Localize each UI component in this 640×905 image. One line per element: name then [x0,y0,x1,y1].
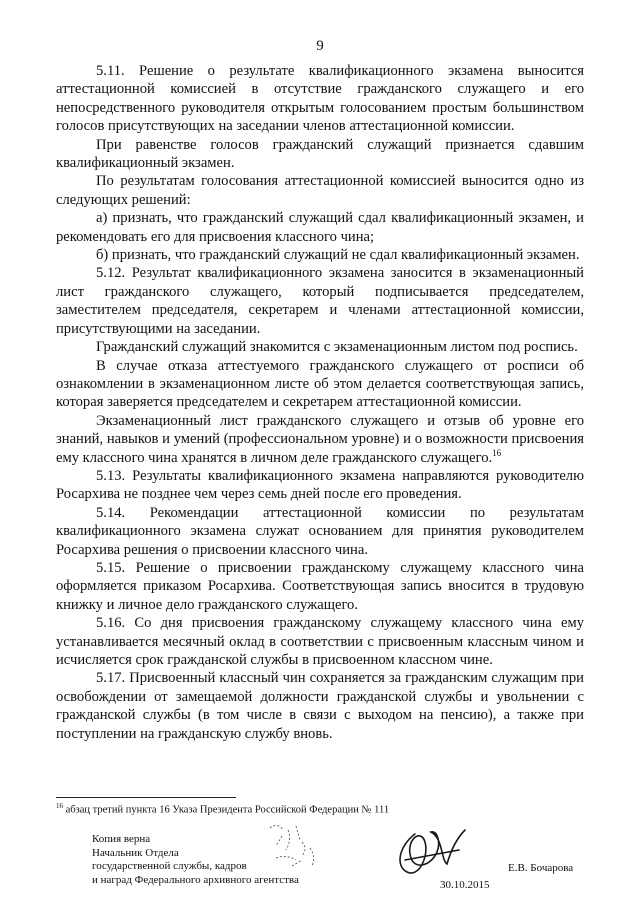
certification-line: государственной службы, кадров [92,860,247,873]
paragraph-5-16: 5.16. Со дня присвоения гражданскому служащему классного чина ему устанавливается месячный оклад в соответствии с присвоенным классным чином и исчисляется срок гражданской службы в присвоенном классном чине. [56,615,584,668]
certification-date: 30.10.2015 [440,879,490,891]
paragraph-voting-results: По результатам голосования аттестационной комиссией выносится одно из следующих решений: [56,173,584,208]
paragraph-5-14: 5.14. Рекомендации аттестационной комиссии по результатам квалификационного экзамена служат основанием для принятия руководителем Росархива решения о присвоении классного чина. [56,504,584,558]
document-body [56,62,584,743]
paragraph-refusal: В случае отказа аттестуемого гражданского служащего от росписи об ознакомлении в экзаменационном листе об этом делается соответствующая запись, которая заверяется председателем и секретарем аттестационной комиссии. [56,357,584,411]
paragraph-equal-votes: При равенстве голосов гражданский служащий признается сдавшим квалификационный экзамен. [56,136,584,172]
paragraph-5-15: 5.15. Решение о присвоении гражданскому служащему классного чина оформляется приказом Росархива. Соответствующая запись вносится в трудовую книжку и личное дело гражданского служащего. [56,559,584,613]
paragraph-5-17: 5.17. Присвоенный классный чин сохраняется за гражданским служащим при освобождении от замещаемой должности гражданской службы и увольнении с гражданской службы (в том числе в связи с выходом на пенсию), а также при поступлении на гражданскую службу вновь. [56,670,584,742]
footnote-text: абзац третий пункта 16 Указа Президента Российской Федерации № 111 [63,804,390,816]
footnote-number: 16 [56,802,63,810]
certification-signer: Е.В. Бочарова [508,862,574,874]
paragraph-5-13: 5.13. Результаты квалификационного экзамена направляются руководителю Росархива не позднее чем через семь дней после его проведения. [56,467,584,503]
paragraph-signature-acknowledge: Гражданский служащий знакомится с экзаменационным листом под роспись. [96,339,578,356]
paragraph-5-12: 5.12. Результат квалификационного экзамена заносится в экзаменационный лист гражданского служащего, который подписывается председателем, заместителем председателя, секретарем и членами аттестационной комиссии, присутствующими на заседании. [56,265,584,337]
certification-line: Начальник Отдела [92,846,179,859]
certification-line: Копия верна [92,833,151,845]
paragraph-decision-b: б) признать, что гражданский служащий не сдал квалификационный экзамен. [96,247,580,264]
signature-icon [385,820,475,882]
paragraph-5-11: 5.11. Решение о результате квалификационного экзамена выносится аттестационной комиссией в отсутствие гражданского служащего и его непосредственного руководителя открытым голосованием простым большинством голосов присутствующих на заседании членов аттестационной комиссии. [56,63,584,135]
copy-certification [92,833,372,887]
paragraph-decision-a: а) признать, что гражданский служащий сдал квалификационный экзамен, и рекомендовать его для присвоения классного чина; [56,210,584,245]
footnote-reference: 16 [492,447,502,458]
paragraph-exam-sheet-text: Экзаменационный лист гражданского служащего и отзыв об уровне его знаний, навыков и умений (профессиональном уровне) и о возможности присвоения ему классного чина хранятся в личном деле гражданского служащего. [56,412,584,466]
certification-line: и наград Федерального архивного агентства [92,873,299,886]
paragraph-exam-sheet [56,412,584,467]
footnote [56,800,596,817]
footnote-divider [56,797,236,798]
page-number: 9 [316,38,324,54]
